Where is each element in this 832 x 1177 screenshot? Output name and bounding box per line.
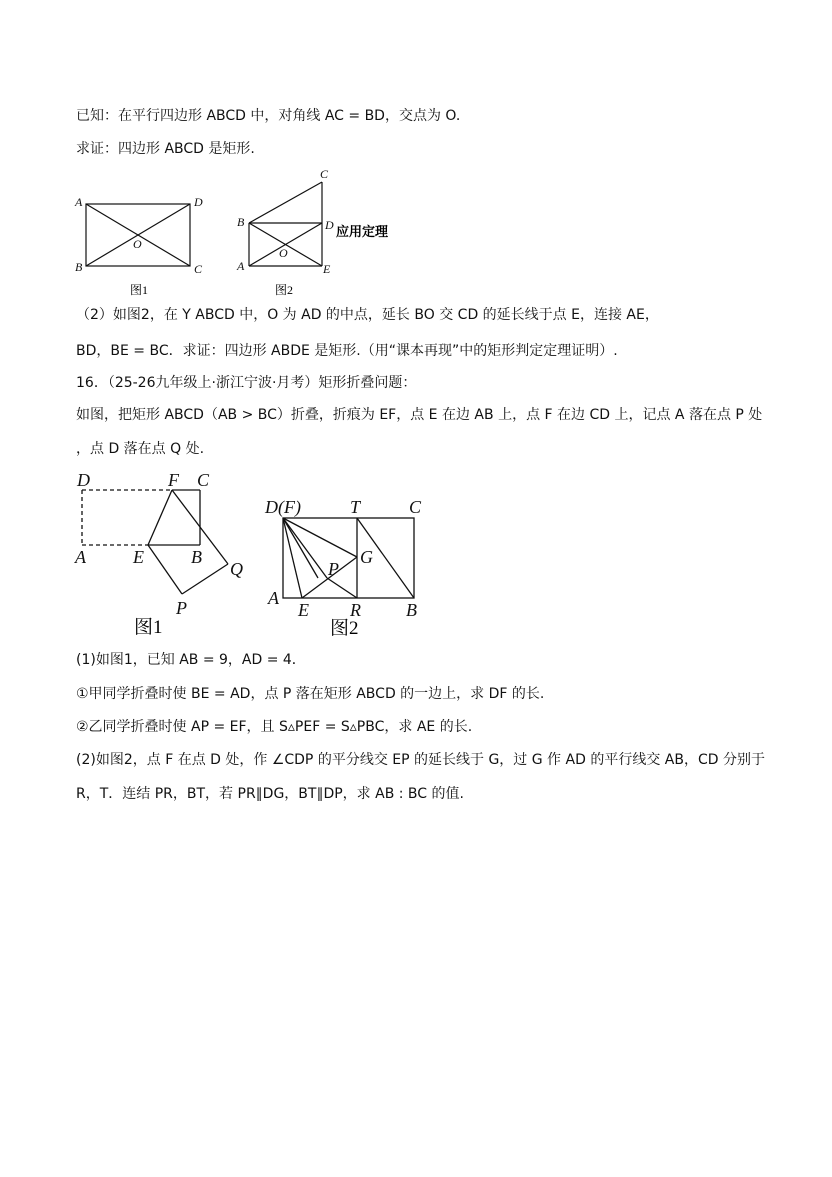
top-fig1-label-b: B xyxy=(75,260,83,274)
given-line: 已知：在平行四边形 ABCD 中，对角线 AC = BD，交点为 O. xyxy=(76,108,461,124)
bottom-fig2-label-c: C xyxy=(409,497,422,517)
bottom-fig2-caption: 图2 xyxy=(330,618,359,639)
bottom-fig1-label-a: A xyxy=(75,547,86,567)
q1-given: (1)如图1，已知 AB = 9，AD = 4． xyxy=(76,652,306,668)
bottom-fig1-label-q: Q xyxy=(230,559,243,579)
q16-title: 16．（25-26九年级上·浙江宁波·月考）矩形折叠问题： xyxy=(76,375,417,391)
top-fig2-label-a: A xyxy=(237,259,245,273)
bottom-fig2-pr xyxy=(327,578,357,598)
bottom-fig1-label-c: C xyxy=(197,470,210,490)
bottom-fig2-label-a: A xyxy=(268,588,279,608)
q1-part-i: ①甲同学折叠时使 BE = AD，点 P 落在矩形 ABCD 的一边上，求 DF 的长. xyxy=(76,686,545,702)
bottom-fig1-pq xyxy=(182,564,228,594)
part2-line-b: BD，BE = BC．求证：四边形 ABDE 是矩形.（用“课本再现”中的矩形判定定理证明）. xyxy=(76,343,618,359)
top-fig1-label-d: D xyxy=(194,195,203,209)
top-fig1-label-c: C xyxy=(194,262,203,276)
top-fig2-label-d: D xyxy=(325,218,334,232)
bottom-fig2-rect xyxy=(283,518,414,598)
bottom-fig1-ep xyxy=(148,545,182,594)
bottom-fig1-label-e: E xyxy=(133,547,144,567)
top-fig2-label-o: O xyxy=(279,246,288,260)
top-fig1-caption: 图1 xyxy=(130,283,149,297)
bottom-fig1-fe xyxy=(148,490,172,545)
top-fig2-label-c: C xyxy=(320,167,329,181)
q16-desc-b: ，点 D 落在点 Q 处. xyxy=(76,441,205,457)
bottom-fig2 xyxy=(283,518,414,598)
q16-desc-a: 如图，把矩形 ABCD（AB > BC）折叠，折痕为 EF，点 E 在边 AB 上，点 F 在边 CD 上，记点 A 落在点 P 处 xyxy=(76,407,763,423)
bottom-fig2-label-g: G xyxy=(360,547,373,567)
bottom-fig1-label-f: F xyxy=(168,470,179,490)
prove-line: 求证：四边形 ABCD 是矩形. xyxy=(76,141,255,157)
bottom-fig2-label-df: D(F) xyxy=(265,497,301,517)
q1-part-ii: ②乙同学折叠时使 AP = EF，且 S▵PEF = S▵PBC，求 AE 的长. xyxy=(76,719,473,735)
bottom-fig1-label-b: B xyxy=(191,547,202,567)
bottom-fig2-label-p: P xyxy=(328,559,339,579)
part2-line-a: （2）如图2，在 Y ABCD 中，O 为 AD 的中点，延长 BO 交 CD 的延长线于点 E，连接 AE， xyxy=(76,307,659,323)
apply-theorem-note: 应用定理 xyxy=(336,225,389,240)
bottom-fig2-label-r: R xyxy=(350,600,361,620)
top-fig2-label-e: E xyxy=(323,262,331,276)
top-fig2-caption: 图2 xyxy=(275,283,294,297)
q2-line-b: R，T．连结 PR，BT，若 PR∥DG，BT∥DP，求 AB : BC 的值. xyxy=(76,786,464,802)
bottom-fig1-label-d: D xyxy=(77,470,90,490)
top-fig2-label-b: B xyxy=(237,215,245,229)
bottom-fig2-label-e: E xyxy=(298,600,309,620)
top-fig1-label-o: O xyxy=(133,237,142,251)
top-fig1-label-a: A xyxy=(75,195,83,209)
q2-line-a: (2)如图2，点 F 在点 D 处，作 ∠CDP 的平分线交 EP 的延长线于 G，过 G 作 AD 的平行线交 AB，CD 分别于 xyxy=(76,752,765,768)
bottom-fig1 xyxy=(82,490,228,594)
bottom-fig1-label-p: P xyxy=(176,598,187,618)
bottom-fig1-caption: 图1 xyxy=(134,617,163,638)
bottom-fig2-label-b: B xyxy=(406,600,417,620)
bottom-fig2-label-t: T xyxy=(350,497,361,517)
